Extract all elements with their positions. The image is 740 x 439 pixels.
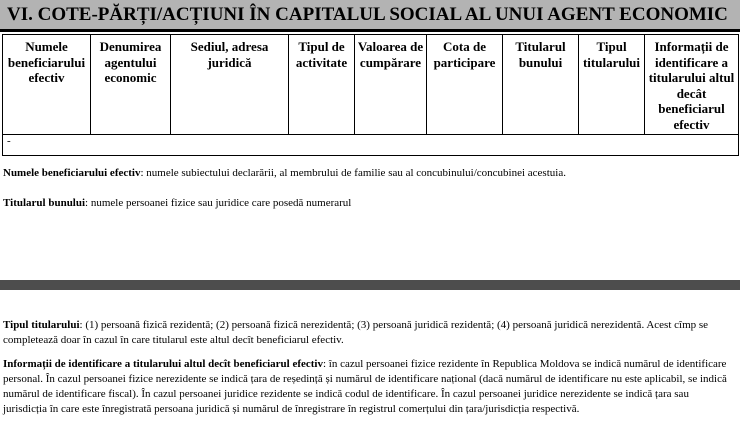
- note-term: Titularul bunului: [3, 197, 86, 209]
- note-term: Tipul titularului: [3, 319, 80, 331]
- header-cell: Tipul titularului: [579, 35, 645, 135]
- note-tip-titular: [3, 318, 731, 348]
- section-divider: [0, 280, 740, 290]
- note-text: : numele subiectului declarării, al membrului de familie sau al concubinului/concubinei acestuia.: [140, 167, 566, 179]
- note-titular-bun: [3, 196, 731, 211]
- section-title: VI. COTE-PĂRȚI/ACȚIUNI ÎN CAPITALUL SOCIAL AL UNUI AGENT ECONOMIC: [7, 4, 728, 25]
- note-info-identificare: [3, 357, 731, 417]
- header-cell: Valoarea de cumpărare: [355, 35, 427, 135]
- header-cell: Titularul bunului: [503, 35, 579, 135]
- header-cell: Denumirea agentului economic: [91, 35, 171, 135]
- note-text: : (1) persoană fizică rezidentă; (2) persoană fizică nerezidentă; (3) persoană juridică rezidentă; (4) persoană juridică nerezidentă. Acest cîmp se completează doar în cazul în care titularul este altul decît beneficiarul efectiv.: [3, 319, 709, 346]
- table-row: [3, 135, 739, 156]
- note-term: Numele beneficiarului efectiv: [3, 167, 141, 179]
- section-header: [0, 0, 740, 32]
- table-header-row: [3, 35, 739, 135]
- header-cell: Informații de identificare a titularului altul decât beneficiarul efectiv: [645, 35, 739, 135]
- header-cell: Sediul, adresa juridică: [171, 35, 289, 135]
- empty-row-cell: -: [3, 135, 739, 156]
- header-cell: Tipul de activitate: [289, 35, 355, 135]
- note-text: : în cazul persoanei fizice rezidente în Republica Moldova se indică numărul de identificare personal. În cazul persoanei fizice nerezidente se indică țara de reședință și numărul de identificare național (dacă numărul de identificare nu este aplicabil, se indică numărul de identificare fiscal). În cazul persoanei juridice rezidente se indică codul de identificare. În cazul persoanei juridice nerezidente se indică țara sau jurisdicția în care este înregistrată persoana juridică și numărul de înregistrare în registrul comerțului din țara/jurisdicția respectivă.: [3, 358, 727, 415]
- header-cell: Cota de participare: [427, 35, 503, 135]
- shares-table: [2, 34, 739, 156]
- note-term: Informații de identificare a titularului altul decît beneficiarul efectiv: [3, 358, 323, 370]
- note-beneficiar: [3, 166, 731, 181]
- header-cell: Numele beneficiarului efectiv: [3, 35, 91, 135]
- note-text: : numele persoanei fizice sau juridice care posedă numerarul: [85, 197, 352, 209]
